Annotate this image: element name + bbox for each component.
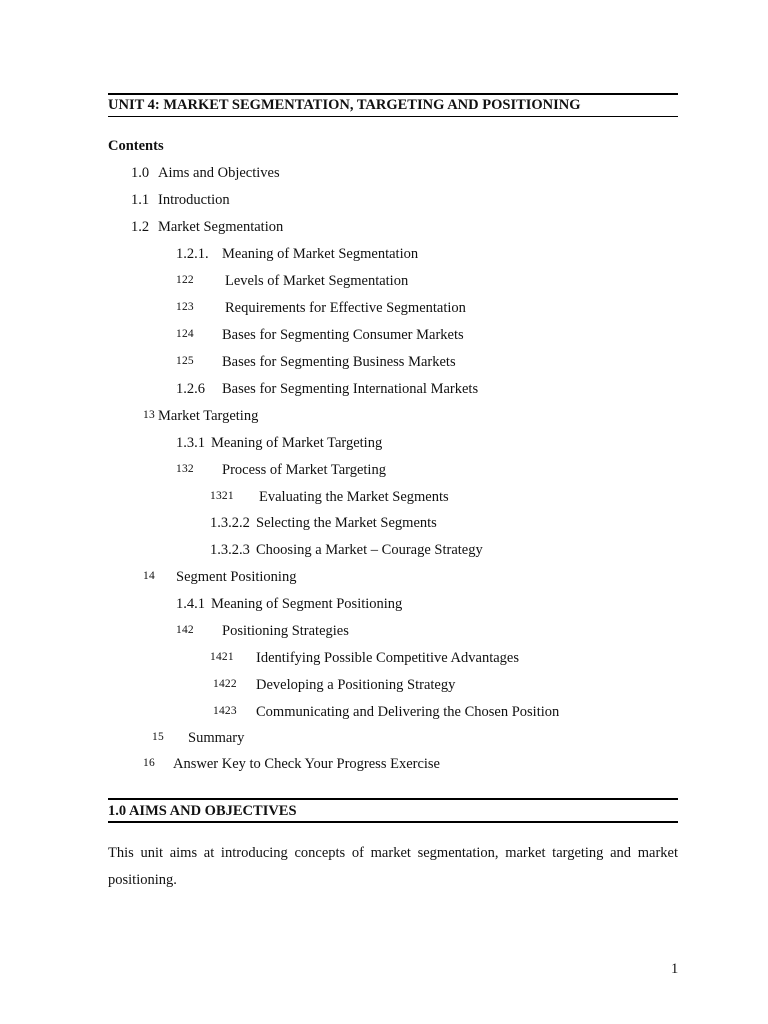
toc-number: 1321 [210,490,234,502]
toc-item: Requirements for Effective Segmentation [225,300,466,316]
toc-item: Levels of Market Segmentation [225,273,409,289]
toc-number: 13 [143,409,155,421]
title-top-rule [108,93,678,95]
toc-item: Meaning of Market Targeting [211,435,383,451]
toc-number: 132 [176,463,194,475]
toc-number: 1.3.2.3 [210,542,250,558]
toc-number: 1.0 [131,165,150,181]
toc-item: Bases for Segmenting Business Markets [222,354,456,370]
section-bottom-rule [108,821,678,823]
toc-item: Meaning of Market Segmentation [222,246,419,262]
aims-paragraph: This unit aims at introducing concepts of market segmentation, market targeting and market positioning. [108,845,678,888]
toc-number: 1422 [213,678,237,690]
toc-item: Identifying Possible Competitive Advantages [256,650,519,666]
toc-number: 123 [176,301,194,313]
toc-number: 1.2.6 [176,381,205,397]
toc-number: 124 [176,328,194,340]
toc-item: Choosing a Market – Courage Strategy [256,542,483,558]
toc-item: Aims and Objectives [158,165,280,181]
title-bottom-rule [108,116,678,117]
toc-number: 1.2.1. [176,246,209,262]
toc-number: 1.2 [131,219,150,235]
section-heading: 1.0 AIMS AND OBJECTIVES [108,803,297,819]
toc-number: 1.1 [131,192,150,208]
toc-item: Market Targeting [158,408,259,424]
page-number: 1 [671,961,679,977]
section-top-rule [108,798,678,800]
unit-title: UNIT 4: MARKET SEGMENTATION, TARGETING AND POSITIONING [108,97,581,113]
toc-item: Selecting the Market Segments [256,515,437,531]
toc-item: Bases for Segmenting Consumer Markets [222,327,464,343]
toc-number: 1421 [210,651,234,663]
toc-number: 142 [176,624,194,636]
toc-number: 15 [152,731,164,743]
toc-item: Answer Key to Check Your Progress Exercise [173,756,440,772]
toc-item: Meaning of Segment Positioning [211,596,403,612]
toc-number: 1.3.1 [176,435,205,451]
toc-number: 16 [143,757,155,769]
toc-item: Market Segmentation [158,219,284,235]
toc-number: 122 [176,274,194,286]
toc-number: 1.4.1 [176,596,205,612]
toc-item: Summary [188,730,245,746]
toc-item: Segment Positioning [176,569,297,585]
toc-item: Developing a Positioning Strategy [256,677,456,693]
toc-number: 125 [176,355,194,367]
toc-number: 14 [143,570,155,582]
toc-item: Introduction [158,192,230,208]
contents-heading: Contents [108,138,164,154]
toc-item: Evaluating the Market Segments [259,489,449,505]
toc-item: Bases for Segmenting International Markets [222,381,479,397]
toc-item: Process of Market Targeting [222,462,386,478]
toc-item: Communicating and Delivering the Chosen Position [256,704,560,720]
toc-number: 1423 [213,705,237,717]
toc-item: Positioning Strategies [222,623,349,639]
toc-number: 1.3.2.2 [210,515,250,531]
